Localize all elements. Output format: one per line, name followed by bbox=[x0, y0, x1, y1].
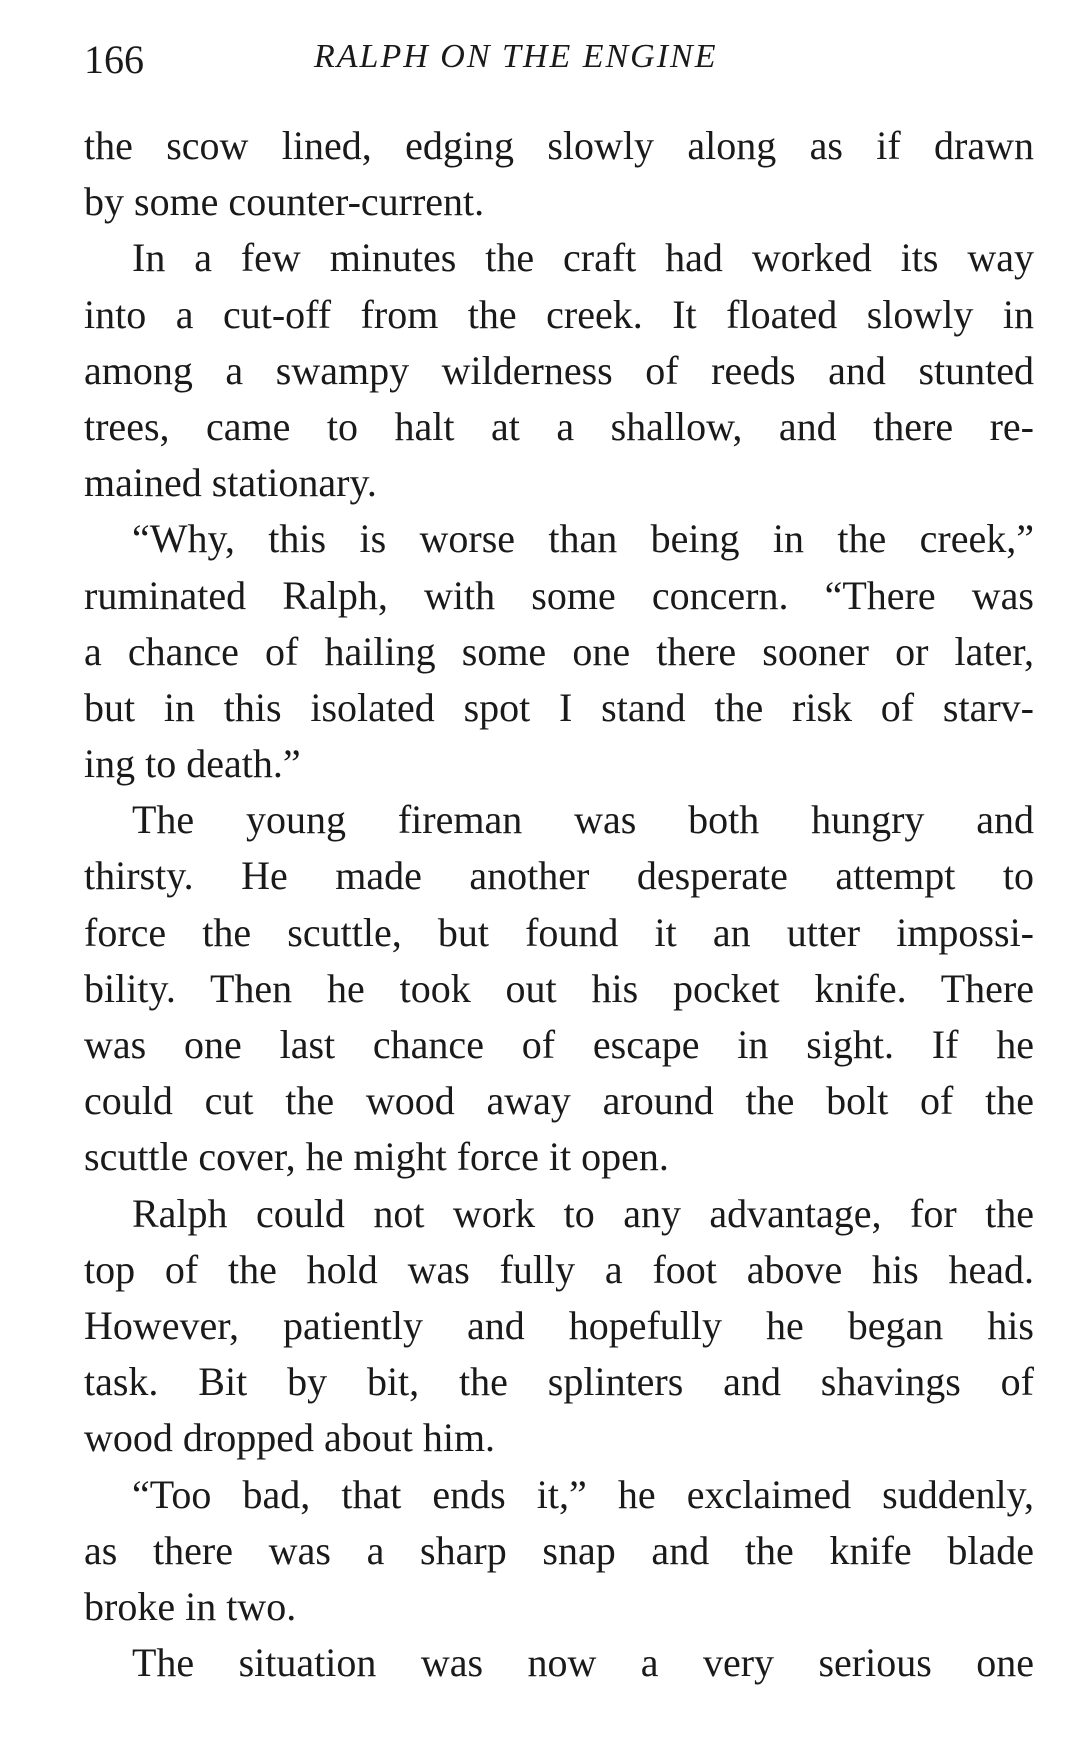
text-line: trees, came to halt at a shallow, and there re- bbox=[84, 403, 1034, 449]
text-line: scuttle cover, he might force it open. bbox=[84, 1134, 669, 1180]
text-line: among a swampy wilderness of reeds and stunted bbox=[84, 347, 1034, 393]
text-line: broke in two. bbox=[84, 1583, 297, 1629]
text-line: mained stationary. bbox=[84, 460, 377, 506]
text-line: ruminated Ralph, with some concern. “There was bbox=[84, 572, 1034, 618]
text-line: In a few minutes the craft had worked its way bbox=[132, 235, 1034, 281]
text-line: top of the hold was fully a foot above his head. bbox=[84, 1246, 1034, 1292]
page-number: 166 bbox=[84, 37, 144, 82]
text-line: the scow lined, edging slowly along as if drawn bbox=[84, 123, 1034, 168]
text-line: However, patiently and hopefully he began his bbox=[84, 1302, 1034, 1348]
text-line: bility. Then he took out his pocket knife. There bbox=[84, 965, 1034, 1011]
text-line: wood dropped about him. bbox=[84, 1415, 496, 1461]
text-line: a chance of hailing some one there sooner or later, bbox=[84, 628, 1034, 674]
text-line: The situation was now a very serious one bbox=[132, 1640, 1034, 1686]
text-line: task. Bit by bit, the splinters and shavings of bbox=[84, 1359, 1034, 1405]
text-line: ing to death.” bbox=[84, 741, 301, 787]
text-line: as there was a sharp snap and the knife blade bbox=[84, 1527, 1034, 1573]
text-line: into a cut-off from the creek. It floated slowly in bbox=[84, 291, 1034, 337]
text-line: force the scuttle, but found it an utter impossi- bbox=[84, 909, 1034, 955]
page-header bbox=[84, 30, 1034, 90]
text-line: The young fireman was both hungry and bbox=[132, 797, 1034, 843]
text-line: “Too bad, that ends it,” he exclaimed suddenly, bbox=[132, 1471, 1034, 1517]
text-line: was one last chance of escape in sight. If he bbox=[84, 1022, 1034, 1067]
body-text bbox=[84, 118, 1034, 1691]
text-line: could cut the wood away around the bolt of the bbox=[84, 1078, 1034, 1124]
text-line: by some counter-current. bbox=[84, 179, 485, 225]
text-line: but in this isolated spot I stand the risk of starv- bbox=[84, 684, 1034, 730]
text-line: thirsty. He made another desperate attempt to bbox=[84, 853, 1034, 899]
text-line: Ralph could not work to any advantage, for the bbox=[132, 1190, 1034, 1236]
running-head: RALPH ON THE ENGINE bbox=[314, 38, 718, 75]
text-line: “Why, this is worse than being in the creek,” bbox=[132, 516, 1034, 562]
